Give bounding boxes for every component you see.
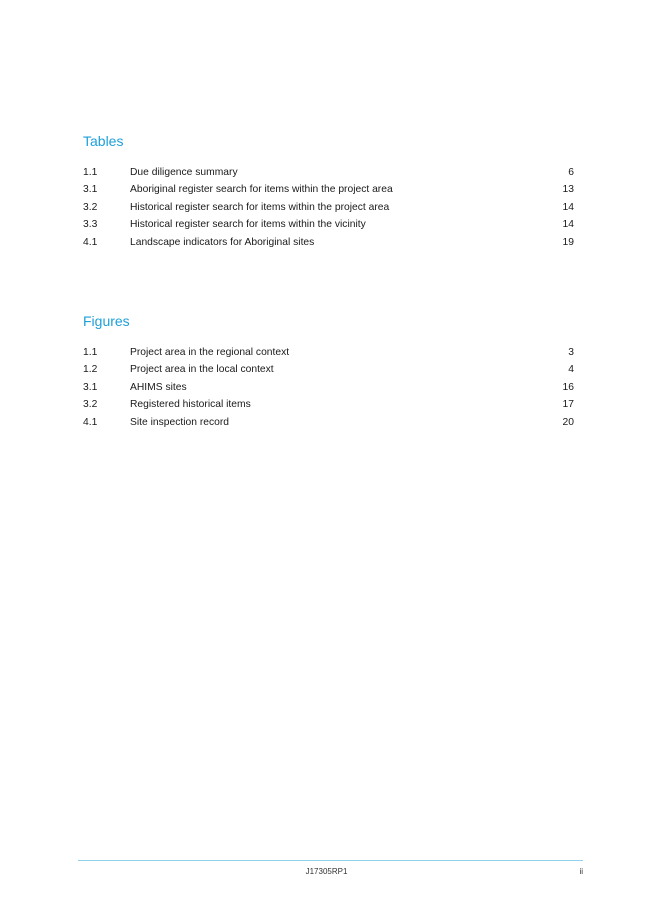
- toc-number: 3.2: [83, 399, 98, 411]
- toc-page-number: 3: [568, 347, 574, 358]
- figures-heading: Figures: [83, 313, 130, 329]
- toc-row[interactable]: [83, 344, 574, 361]
- toc-page-number: 17: [562, 399, 574, 411]
- toc-page-number: 20: [562, 416, 574, 428]
- toc-row[interactable]: [83, 181, 574, 198]
- toc-row[interactable]: [83, 379, 574, 396]
- footer-divider: [78, 860, 583, 861]
- toc-title: Historical register search for items within the project area: [130, 201, 390, 213]
- footer-document-code: J17305RP1: [305, 867, 348, 876]
- toc-number: 4.1: [83, 416, 98, 428]
- toc-row[interactable]: [83, 199, 574, 216]
- toc-page-number: 16: [562, 381, 574, 393]
- figures-list: [83, 344, 574, 431]
- toc-title: Aboriginal register search for items within the project area: [130, 184, 393, 196]
- toc-number: 1.1: [83, 167, 98, 178]
- toc-title: Historical register search for items within the vicinity: [130, 219, 366, 231]
- toc-title: Project area in the local context: [130, 364, 274, 376]
- toc-page-number: 13: [562, 184, 574, 196]
- toc-number: 3.1: [83, 184, 98, 196]
- toc-page-number: 14: [562, 219, 574, 231]
- toc-title: Registered historical items: [130, 399, 251, 411]
- tables-heading: Tables: [83, 133, 124, 149]
- toc-page-number: 14: [562, 201, 574, 213]
- toc-row[interactable]: [83, 361, 574, 378]
- footer-page-number: ii: [579, 867, 583, 876]
- toc-page-number: 19: [562, 236, 574, 248]
- toc-title: Site inspection record: [130, 416, 230, 428]
- toc-number: 4.1: [83, 236, 98, 248]
- toc-number: 3.1: [83, 381, 98, 393]
- toc-row[interactable]: [83, 234, 574, 251]
- toc-number: 3.3: [83, 219, 98, 231]
- toc-page-number: 6: [568, 167, 574, 178]
- toc-row[interactable]: [83, 396, 574, 413]
- toc-row[interactable]: [83, 414, 574, 431]
- toc-title: Project area in the regional context: [130, 347, 290, 358]
- toc-title: Due diligence summary: [130, 167, 238, 178]
- toc-title: Landscape indicators for Aboriginal sites: [130, 236, 315, 248]
- toc-number: 1.2: [83, 364, 98, 376]
- toc-number: 1.1: [83, 347, 98, 358]
- toc-row[interactable]: [83, 164, 574, 181]
- toc-number: 3.2: [83, 201, 98, 213]
- toc-title: AHIMS sites: [130, 381, 187, 393]
- toc-row[interactable]: [83, 216, 574, 233]
- tables-list: [83, 164, 574, 251]
- toc-page-number: 4: [568, 364, 574, 376]
